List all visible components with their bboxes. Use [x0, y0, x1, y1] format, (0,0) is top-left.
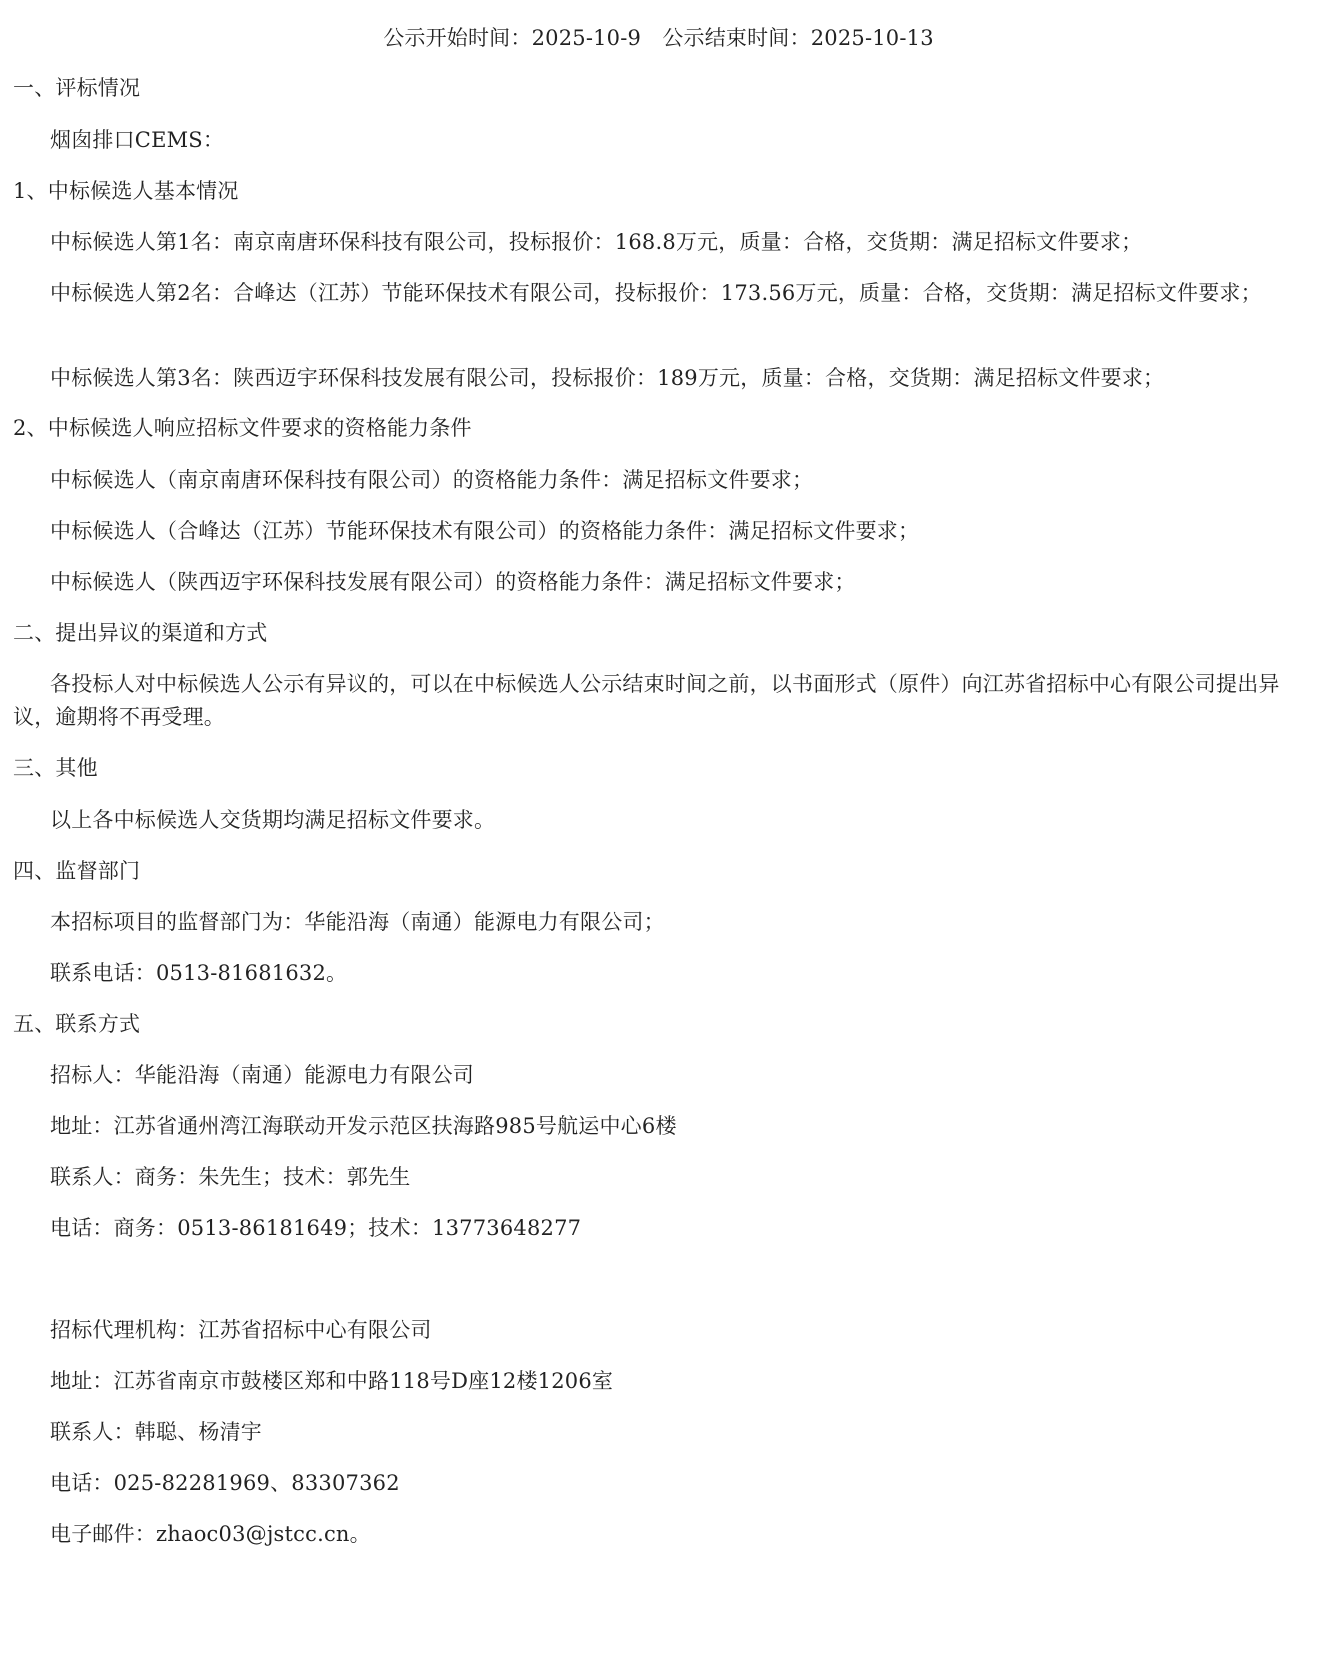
candidate-item: 中标候选人第3名：陕西迈宇环保科技发展有限公司，投标报价：189万元，质量：合格，交货期：满足招标文件要求； — [50, 366, 1165, 390]
subsection-title-candidates: 1、中标候选人基本情况 — [13, 179, 239, 203]
tenderer-name: 招标人：华能沿海（南通）能源电力有限公司 — [50, 1063, 474, 1087]
tenderer-phone: 电话：商务：0513-86181649；技术：13773648277 — [50, 1216, 582, 1240]
candidate-item: 中标候选人第1名：南京南唐环保科技有限公司，投标报价：168.8万元，质量：合格，交货期：满足招标文件要求； — [50, 230, 1143, 254]
subject-line: 烟囱排口CEMS： — [50, 128, 225, 152]
agency-address: 地址：江苏省南京市鼓楼区郑和中路118号D座12楼1206室 — [50, 1369, 614, 1393]
candidate-item: 中标候选人第2名：合峰达（江苏）节能环保技术有限公司，投标报价：173.56万元，质量：合格，交货期：满足招标文件要求； — [50, 281, 1262, 305]
qualification-item: 中标候选人（陕西迈宇环保科技发展有限公司）的资格能力条件：满足招标文件要求； — [50, 570, 856, 594]
tenderer-contact: 联系人：商务：朱先生；技术：郭先生 — [50, 1165, 411, 1189]
subsection-title-qualifications: 2、中标候选人响应招标文件要求的资格能力条件 — [13, 416, 472, 440]
publish-period: 公示开始时间：2025-10-9 公示结束时间：2025-10-13 — [383, 26, 934, 50]
section-title-supervision: 四、监督部门 — [13, 859, 141, 883]
agency-contact: 联系人：韩聪、杨清宇 — [50, 1420, 262, 1444]
qualification-item: 中标候选人（南京南唐环保科技有限公司）的资格能力条件：满足招标文件要求； — [50, 468, 814, 492]
qualification-item: 中标候选人（合峰达（江苏）节能环保技术有限公司）的资格能力条件：满足招标文件要求； — [50, 519, 920, 543]
supervision-phone: 联系电话：0513-81681632。 — [50, 961, 348, 985]
agency-name: 招标代理机构：江苏省招标中心有限公司 — [50, 1318, 432, 1342]
section-title-contact: 五、联系方式 — [13, 1012, 141, 1036]
section-title-other: 三、其他 — [13, 756, 98, 780]
supervision-dept: 本招标项目的监督部门为：华能沿海（南通）能源电力有限公司； — [50, 910, 665, 934]
section-title-evaluation: 一、评标情况 — [13, 76, 141, 100]
agency-email: 电子邮件：zhaoc03@jstcc.cn。 — [50, 1522, 371, 1546]
agency-phone: 电话：025-82281969、83307362 — [50, 1471, 400, 1495]
other-body: 以上各中标候选人交货期均满足招标文件要求。 — [50, 808, 496, 832]
objection-body: 各投标人对中标候选人公示有异议的，可以在中标候选人公示结束时间之前，以书面形式（原件）向江苏省招标中心有限公司提出异议，逾期将不再受理。 — [13, 672, 1280, 729]
section-title-objection: 二、提出异议的渠道和方式 — [13, 621, 268, 645]
tenderer-address: 地址：江苏省通州湾江海联动开发示范区扶海路985号航运中心6楼 — [50, 1114, 677, 1138]
